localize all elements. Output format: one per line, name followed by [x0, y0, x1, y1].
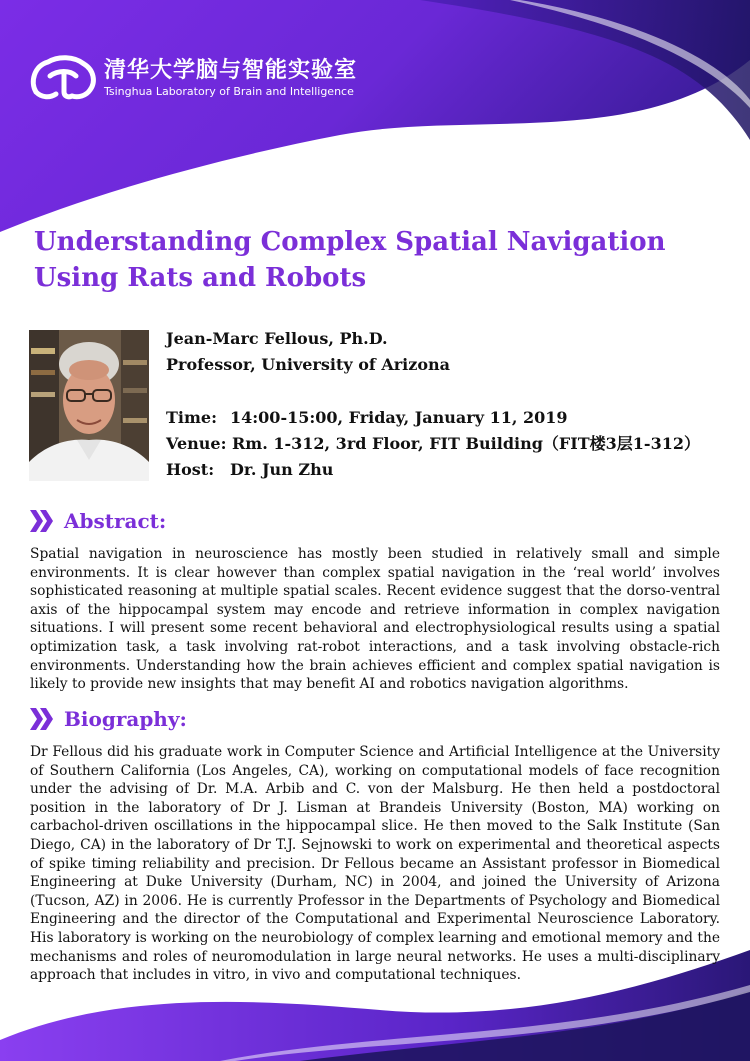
- lab-name-chinese: 清华大学脑与智能实验室: [104, 57, 358, 83]
- double-chevron-icon: [30, 708, 54, 730]
- talk-title-line2: Using Rats and Robots: [34, 263, 367, 293]
- venue-row: [166, 431, 736, 457]
- venue-value: Rm. 1-312, 3rd Floor, FIT Building（FIT楼3层1-312）: [232, 434, 700, 453]
- host-label: Host:: [166, 460, 215, 479]
- double-chevron-icon: [30, 510, 54, 532]
- lab-logo: [28, 52, 357, 104]
- talk-info: [166, 326, 736, 483]
- venue-label: Venue:: [166, 434, 227, 453]
- talk-title: [34, 224, 724, 296]
- talk-title-line1: Understanding Complex Spatial Navigation: [34, 227, 666, 257]
- speaker-name: Jean-Marc Fellous, Ph.D.: [166, 329, 388, 348]
- abstract-title: Abstract:: [64, 509, 167, 533]
- biography-title: Biography:: [64, 707, 187, 731]
- time-value: 14:00-15:00, Friday, January 11, 2019: [230, 408, 568, 427]
- abstract-text: Spatial navigation in neuroscience has mostly been studied in relatively small and simple environments. It is clear however than complex spatial navigation in the ‘real world’ involves sophisticated reasoning at multiple spatial scales. Recent evidence suggest that the dorso-ventral axis of the hippocampal system may encode and retrieve information in complex navigation situations. I will present some recent behavioral and electrophysiological results using a spatial optimization task, a task involving rat-robot interactions, and a task involving obstacle-rich environments. Understanding how the brain achieves efficient and complex spatial navigation is likely to provide new insights that may benefit AI and robotics navigation algorithms.: [30, 546, 720, 693]
- host-row: [166, 457, 736, 483]
- lab-name-english: Tsinghua Laboratory of Brain and Intelligence: [104, 84, 354, 98]
- brain-logo-icon: [28, 52, 98, 104]
- time-label: Time:: [166, 408, 217, 427]
- speaker-affiliation: Professor, University of Arizona: [166, 355, 451, 374]
- abstract-heading: [30, 507, 166, 535]
- biography-text: Dr Fellous did his graduate work in Computer Science and Artificial Intelligence at the University of Southern California (Los Angeles, CA), working on computational models of face recognition under the advising of Dr. M.A. Arbib and C. von der Malsburg. He then held a postdoctoral position in the laboratory of Dr J. Lisman at Brandeis University (Boston, MA) working on carbachol-driven oscillations in the hippocampal slice. He then moved to the Salk Institute (San Diego, CA) in the laboratory of Dr T.J. Sejnowski to work on experimental and theoretical aspects of spike timing reliability and precision. Dr Fellous became an Assistant professor in Biomedical Engineering at Duke University (Durham, NC) in 2004, and joined the University of Arizona (Tucson, AZ) in 2006. He is currently Professor in the Departments of Psychology and Biomedical Engineering and the director of the Computational and Experimental Neuroscience Laboratory. His laboratory is working on the neurobiology of complex learning and emotional memory and the mechanisms and roles of neuromodulation in large neural networks. He uses a multi-disciplinary approach that includes in vitro, in vivo and computational techniques.: [30, 744, 720, 984]
- time-row: [166, 405, 736, 431]
- speaker-photo: [29, 330, 149, 481]
- host-value: Dr. Jun Zhu: [230, 460, 334, 479]
- biography-heading: [30, 705, 187, 733]
